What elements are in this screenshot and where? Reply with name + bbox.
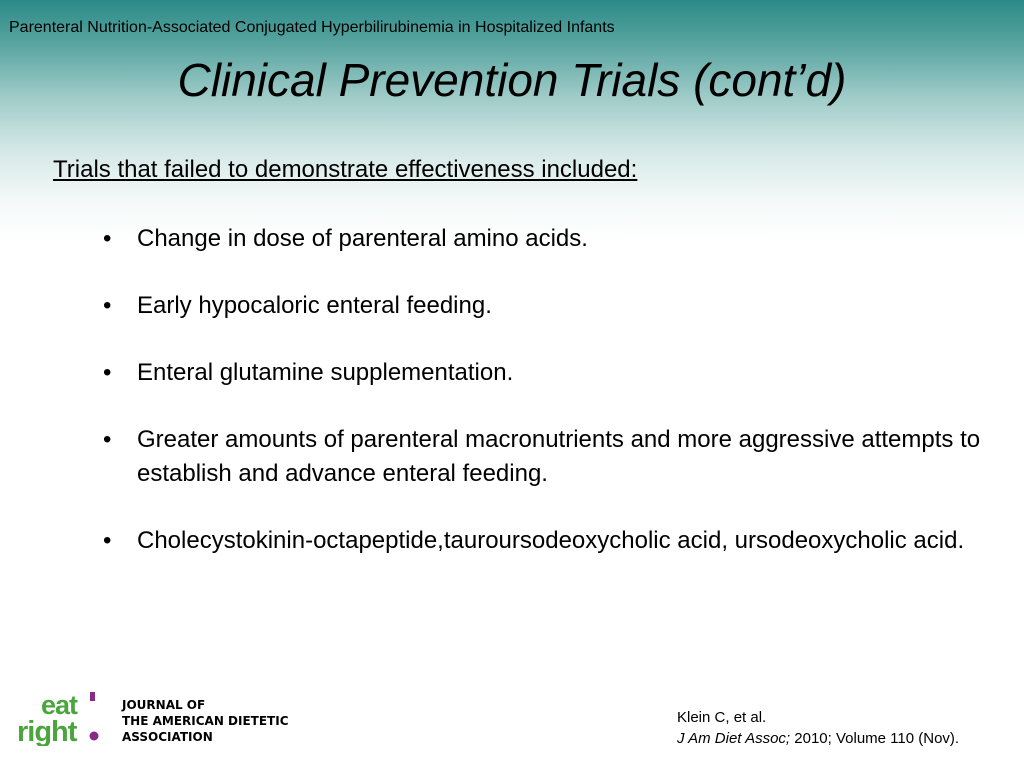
- journal-line: THE AMERICAN DIETETIC: [122, 714, 289, 728]
- bullet-item: [103, 524, 983, 558]
- intro-heading: Trials that failed to demonstrate effectiveness included:: [53, 156, 638, 183]
- bullet-dot-icon: •: [103, 527, 112, 554]
- bullet-dot-icon: •: [103, 426, 112, 453]
- citation-authors: Klein C, et al.: [677, 709, 767, 726]
- svg-text:right: right: [17, 716, 77, 746]
- journal-name: [122, 697, 289, 745]
- bullet-item: [103, 423, 983, 491]
- svg-text:eat: eat: [41, 690, 78, 720]
- journal-line: JOURNAL OF: [122, 698, 206, 712]
- slide-title: Clinical Prevention Trials (cont’d): [177, 54, 847, 106]
- bullet-text: Cholecystokinin-octapeptide,tauroursodeoxycholic acid, ursodeoxycholic acid.: [137, 527, 965, 554]
- bullet-text: Enteral glutamine supplementation.: [137, 359, 514, 386]
- bullet-dot-icon: •: [103, 225, 112, 252]
- bullet-dot-icon: •: [103, 359, 112, 386]
- bullet-dot-icon: •: [103, 292, 112, 319]
- citation-details: 2010; Volume 110 (Nov).: [790, 730, 960, 747]
- citation: [677, 707, 959, 749]
- bullet-text: Early hypocaloric enteral feeding.: [137, 292, 492, 319]
- journal-line: ASSOCIATION: [122, 730, 213, 744]
- citation-journal: J Am Diet Assoc;: [677, 730, 791, 747]
- bullet-text: Change in dose of parenteral amino acids.: [137, 225, 588, 252]
- citation-source: [677, 728, 959, 749]
- bullet-item: [103, 222, 983, 256]
- header-caption: Parenteral Nutrition-Associated Conjugated Hyperbilirubinemia in Hospitalized Infants: [9, 19, 615, 36]
- bullet-list: [103, 222, 983, 591]
- bullet-item: [103, 356, 983, 390]
- bullet-text: Greater amounts of parenteral macronutrients and more aggressive attempts to establish and advance enteral feeding.: [137, 426, 981, 487]
- bullet-item: [103, 289, 983, 323]
- eat-right-logo: [15, 690, 101, 746]
